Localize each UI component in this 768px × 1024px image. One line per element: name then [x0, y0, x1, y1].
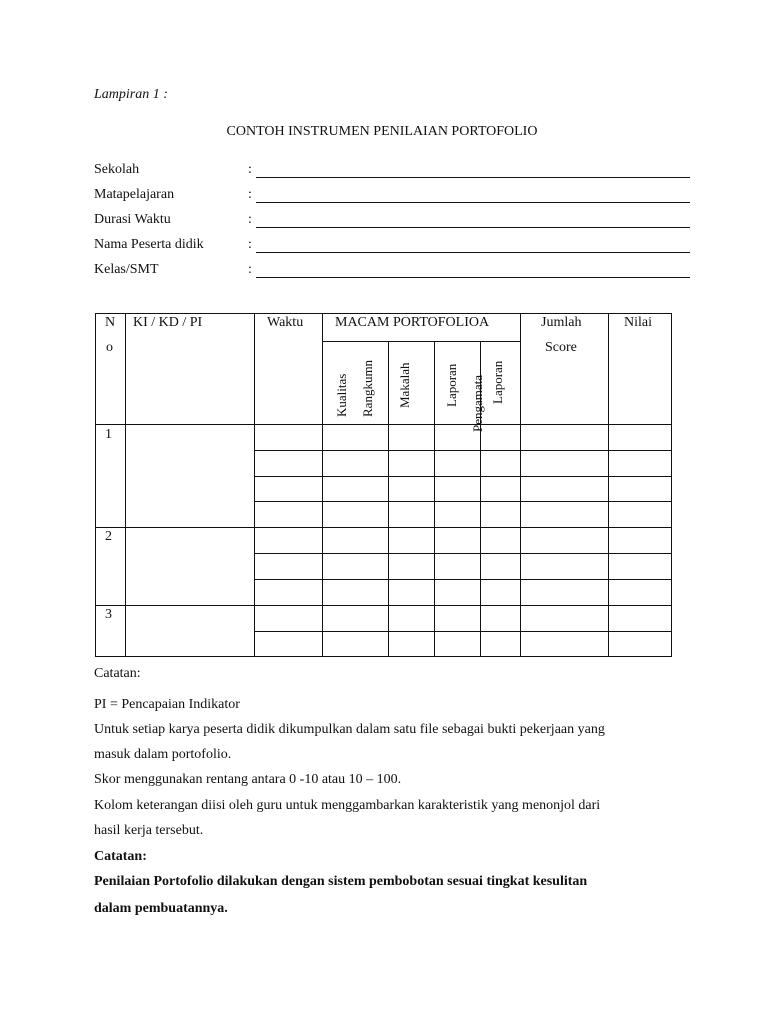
col-no-header: N	[105, 315, 116, 330]
note-line: Untuk setiap karya peserta didik dikumpulkan dalam satu file sebagai bukti pekerjaan yang	[94, 722, 605, 737]
portfolio-table	[95, 313, 672, 658]
subcol-kualitas: Kualitas	[334, 373, 349, 417]
notes-heading-2: Catatan:	[94, 849, 147, 864]
field-matapelajaran	[94, 187, 690, 207]
note-bold-line: dalam pembuatannya.	[94, 901, 228, 916]
note-line: Skor menggunakan rentang antara 0 -10 atau 10 – 100.	[94, 772, 402, 787]
note-bold-line: Penilaian Portofolio dilakukan dengan sistem pembobotan sesuai tingkat kesulitan	[94, 874, 588, 889]
field-colon: :	[248, 212, 252, 227]
blank-line[interactable]	[256, 277, 690, 278]
field-colon: :	[248, 262, 252, 277]
note-line: masuk dalam portofolio.	[94, 747, 232, 762]
col-macam-header: MACAM PORTOFOLIOA	[335, 315, 490, 330]
field-label: Sekolah	[94, 162, 140, 177]
field-nama-peserta	[94, 237, 690, 257]
field-colon: :	[248, 162, 252, 177]
note-line: PI = Pencapaian Indikator	[94, 697, 240, 712]
document-title: CONTOH INSTRUMEN PENILAIAN PORTOFOLIO	[226, 124, 538, 139]
field-label: Nama Peserta didik	[94, 237, 204, 252]
note-line: hasil kerja tersebut.	[94, 823, 204, 838]
subcol-pengamata-clip	[435, 342, 485, 432]
col-jumlah-header-2: Score	[545, 340, 577, 355]
field-label: Matapelajaran	[94, 187, 175, 202]
field-label: Durasi Waktu	[94, 212, 171, 227]
col-nilai-header: Nilai	[624, 315, 652, 330]
subcol-laporan: Laporan	[444, 363, 459, 407]
blank-line[interactable]	[256, 202, 690, 203]
subcol-rangkumn: Rangkumn	[360, 359, 375, 417]
row-number: 1	[105, 427, 112, 442]
col-jumlah-header: Jumlah	[541, 315, 582, 330]
blank-line[interactable]	[256, 177, 690, 178]
field-kelas-smt	[94, 262, 690, 282]
blank-line[interactable]	[256, 252, 690, 253]
row-number: 2	[105, 529, 112, 544]
col-ki-header: KI / KD / PI	[133, 315, 203, 330]
field-sekolah	[94, 162, 690, 182]
row-number: 3	[105, 607, 112, 622]
notes-heading: Catatan:	[94, 666, 141, 681]
field-label: Kelas/SMT	[94, 262, 159, 277]
subcol-makalah: Makalah	[397, 362, 412, 408]
col-waktu-header: Waktu	[267, 315, 304, 330]
field-colon: :	[248, 237, 252, 252]
table-grid	[95, 313, 672, 658]
col-no-header-2: o	[106, 340, 113, 355]
subcol-pengamata: Pengamata	[470, 374, 485, 432]
subcol-laporan-2: Laporan	[490, 360, 505, 404]
attachment-label: Lampiran 1 :	[94, 87, 168, 102]
field-durasi-waktu	[94, 212, 690, 232]
note-line: Kolom keterangan diisi oleh guru untuk menggambarkan karakteristik yang menonjol dari	[94, 798, 601, 813]
blank-line[interactable]	[256, 227, 690, 228]
field-colon: :	[248, 187, 252, 202]
